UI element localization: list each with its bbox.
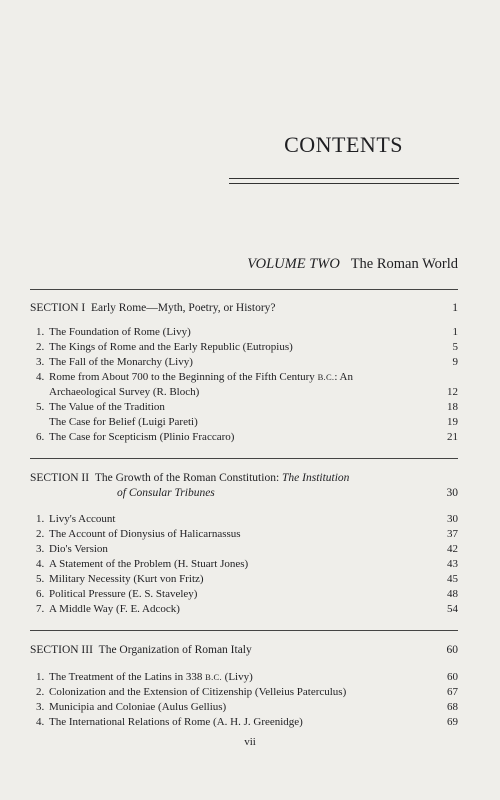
section-label: SECTION III xyxy=(30,644,93,656)
entry-title: The Treatment of the Latins in 338 xyxy=(49,671,206,683)
section-title: Early Rome—Myth, Poetry, or History? xyxy=(91,302,276,314)
entry-title: Dio's Version xyxy=(49,543,108,555)
contents-heading: CONTENTS xyxy=(284,132,403,157)
entry-page: 45 xyxy=(447,573,458,585)
entry-page: 67 xyxy=(447,686,458,698)
entry-title: Livy's Account xyxy=(49,513,116,525)
section-divider xyxy=(30,458,458,459)
entry-page: 18 xyxy=(447,401,458,413)
entry-page: 19 xyxy=(447,416,458,428)
page-number: vii xyxy=(244,736,256,748)
entry-title: Rome from About 700 to the Beginning of the Fifth Century xyxy=(49,371,318,383)
entry-page: 5 xyxy=(452,341,458,353)
volume-title: The Roman World xyxy=(350,256,458,272)
entry-title: The Foundation of Rome (Livy) xyxy=(49,326,191,338)
entry-page: 9 xyxy=(452,356,458,368)
entry-page: 60 xyxy=(447,671,458,683)
volume-label: VOLUME TWO xyxy=(247,256,340,272)
entry-page: 54 xyxy=(447,603,458,615)
section-title-line2: of Consular Tribunes xyxy=(117,487,215,499)
section-divider xyxy=(30,289,458,290)
section-label: SECTION II xyxy=(30,472,90,484)
entry-title: The Fall of the Monarchy (Livy) xyxy=(49,356,193,368)
entry-page: 68 xyxy=(447,701,458,713)
entry-title: The Account of Dionysius of Halicarnassus xyxy=(49,528,241,540)
entry-page: 43 xyxy=(447,558,458,570)
entry-page: 37 xyxy=(447,528,458,540)
entry-title: Political Pressure (E. S. Staveley) xyxy=(49,588,198,600)
entry-page: 69 xyxy=(447,716,458,728)
entry-page: 21 xyxy=(447,431,458,443)
entry-title: The Kings of Rome and the Early Republic (Eutropius) xyxy=(49,341,293,353)
entry-title: Military Necessity (Kurt von Fritz) xyxy=(49,573,204,585)
entry-title: A Middle Way (F. E. Adcock) xyxy=(49,603,180,615)
section-title: The Growth of the Roman Constitution: xyxy=(94,472,283,484)
entry-title: The Case for Belief (Luigi Pareti) xyxy=(49,416,198,428)
entry-page: 42 xyxy=(447,543,458,555)
entry-title-line2: Archaeological Survey (R. Bloch) xyxy=(49,386,200,398)
entry-page: 48 xyxy=(447,588,458,600)
section-title: The Organization of Roman Italy xyxy=(98,644,252,656)
entry-title: The Value of the Tradition xyxy=(49,401,165,413)
entry-title: Municipia and Coloniae (Aulus Gellius) xyxy=(49,701,227,713)
section-title-italic: The Institution xyxy=(282,472,350,484)
entry-title: Colonization and the Extension of Citizenship (Velleius Paterculus) xyxy=(49,686,347,698)
section-page: 30 xyxy=(446,487,458,499)
heading-rule-top xyxy=(229,178,459,179)
section-label: SECTION I xyxy=(30,302,86,314)
entry-title: The International Relations of Rome (A. H. J. Greenidge) xyxy=(49,716,303,728)
entry-page: 12 xyxy=(447,386,458,398)
entry-page: 1 xyxy=(452,326,458,338)
entry-page: 30 xyxy=(447,513,458,525)
entry-title: A Statement of the Problem (H. Stuart Jones) xyxy=(49,558,249,570)
section-page: 60 xyxy=(446,644,458,656)
heading-rule-bottom xyxy=(229,183,459,184)
section-divider xyxy=(30,630,458,631)
book-page: CONTENTS VOLUME TWO The Roman World SECTION I Early Rome—Myth, Poetry, or History? 1 1. The Foundation of Rome (Livy) 1 2. The Kings of Rome and the Early Republic (Eutropius) 5 3. The Fall of the Monarchy (Livy) 9 4. Rome from About 700 to the Beginning of the Fifth Century B.C.: An Archaeological Survey (R. Bloch) 12 5. The Value of the Tradition 18 The Case for Belief (Luigi Pareti) 19 6. The Case for Scepticism (Plinio Fraccaro) 21 SECTION II The Growth of the Roman Constitution: The Institution of Consular Tribunes 30 1. Livy's Account 30 2. The Account of Dionysius of Halicarnassus 37 3. Dio's Version 42 4. A Statement of the Problem (H. Stuart Jones) 43 5. Military Necessity (Kurt von Fritz) 45 6. Political Pressure (E. S. Staveley) 48 7. A Middle Way (F. E. Adcock) 54 SECTION III The Organization of Roman Italy 60 1. The Treatment of the Latins in 338 B.C. (Livy) 60 2. Colonization and the Extension of Citizenship (Velleius Paterculus) 67 3. Municipia and Coloniae (Aulus Gellius) 68 4. The International Relations of Rome (A. H. J. Greenidge) 69 vii xyxy=(0,0,500,800)
volume-heading xyxy=(0,256,458,273)
section-page: 1 xyxy=(452,302,458,314)
entry-title: The Case for Scepticism (Plinio Fraccaro) xyxy=(49,431,235,443)
